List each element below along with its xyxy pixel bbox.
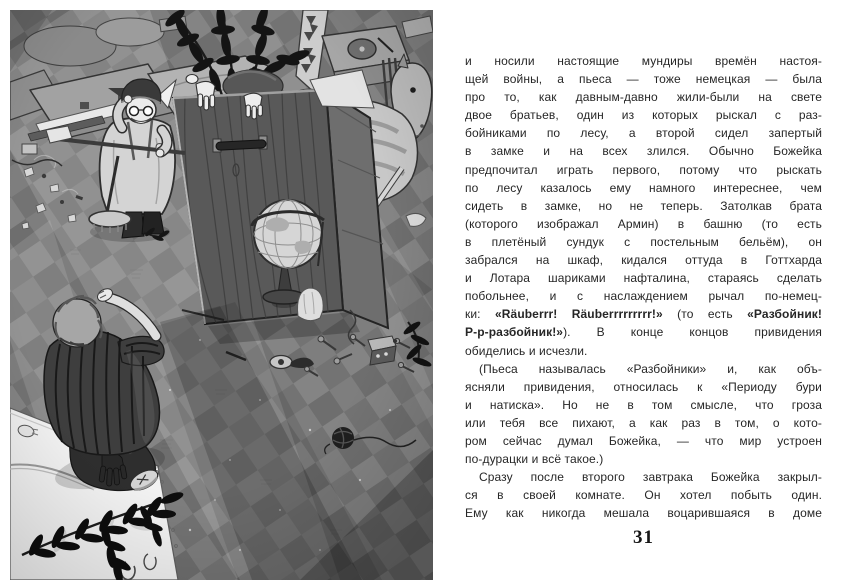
text-line: по лесу казалось ему намного интереснее, чем bbox=[465, 180, 822, 195]
text-line: предпочитал играть первого, потому что рыскать bbox=[465, 162, 822, 177]
text-line: ки: «Räuberrr! Räuberrrrrrrrr!» (то есть «Разбойник! bbox=[465, 307, 822, 322]
left-page bbox=[10, 10, 433, 580]
vignette bbox=[10, 10, 433, 580]
text-line: Сразу после второго завтрака Божейка закрыл- bbox=[479, 470, 822, 485]
text-line: и натиска». Но не в том смысле, что гроза bbox=[465, 397, 822, 412]
text-line: бойниками по лесу, а второй сидел запертый bbox=[465, 126, 822, 141]
page-number: 31 bbox=[633, 527, 654, 548]
text-line: щей войны, а пьеса — тоже немецкая — была bbox=[465, 72, 822, 87]
text-line: и носили настоящие мундиры времён настоя- bbox=[465, 54, 822, 68]
text-line: Р-р-разбойник!»). В конце концов привидения bbox=[465, 325, 822, 340]
text-line: или тебя все пихают, а как раз в том, о кото- bbox=[465, 415, 822, 430]
text-line: (Пьеса называлась «Разбойники» и, как объ- bbox=[479, 361, 822, 376]
text-line: в замке и на всех злился. Обычно Божейка bbox=[465, 144, 822, 159]
text-line: по-дурацки и всё такое.) bbox=[465, 452, 604, 467]
text-line: забрался на шкаф, кидался оттуда в Готтхарда bbox=[465, 253, 822, 268]
text-column bbox=[465, 52, 822, 522]
text-line: в плетёный сундук с постельным бельём), он bbox=[465, 234, 822, 249]
text-line: ся в своей комнате. Он хотел побыть один. bbox=[465, 488, 822, 503]
text-line: двое братьев, один из которых рыскал с раз- bbox=[465, 108, 822, 123]
text-line: и Лотара шариками нафталина, стараясь сделать bbox=[465, 271, 822, 286]
text-line: (которого изображал Армин) в башню (то есть bbox=[465, 216, 822, 231]
text-line: обиделись и исчезли. bbox=[465, 343, 588, 358]
text-line: ясняли привидения, относилась к «Периоду бури bbox=[465, 379, 822, 394]
text-line: ром сейчас думал Божейка, — что мир устроен bbox=[465, 433, 822, 448]
text-line: про то, как давным-давно жили-были на свете bbox=[465, 90, 822, 105]
illustration-svg bbox=[10, 10, 433, 580]
text-line: Ему как никогда мешала воцарившаяся в доме bbox=[465, 506, 822, 521]
text-line: побольнее, и с наслаждением рычал по-немец- bbox=[465, 289, 822, 304]
text-line: сидеть в замке, но не теперь. Затолкав брата bbox=[465, 198, 822, 213]
right-page bbox=[433, 0, 852, 587]
